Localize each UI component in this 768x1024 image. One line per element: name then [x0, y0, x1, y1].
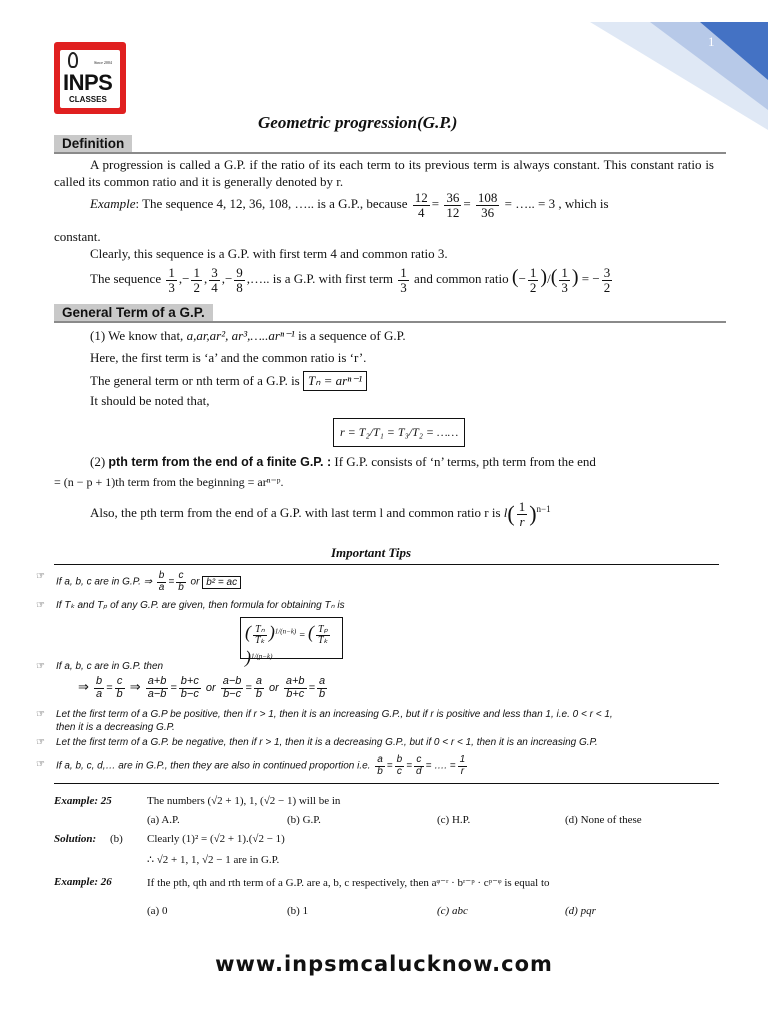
section-rule	[54, 152, 726, 154]
sequence-line: The sequence $\frac{1}{3}$ ,− $\frac{1}{2}$ , $\frac{3}{4}$ ,− $\frac{9}{8}$ ,….. is a G.P. with first term $\frac{1}{3}$ and common ratio (− $\frac{1}{2}$ )/( $\frac{1}{3}$ ) = − $\frac{3}{2}$	[90, 265, 611, 295]
example-26-option-d: (d) pqr	[565, 905, 596, 917]
general-term-formula: Tₙ = arⁿ⁻¹	[303, 371, 367, 391]
example-25-option-b: (b) G.P.	[287, 814, 321, 826]
example-25-question: The numbers (√2 + 1), 1, (√2 − 1) will be in	[147, 795, 341, 807]
pointing-hand-icon: ☞	[36, 661, 45, 672]
pointing-hand-icon: ☞	[36, 709, 45, 720]
ratio-formula: r = T₂/T₁ = T₃/T₂ = ……	[333, 418, 465, 447]
general-term-heading: General Term of a G.P.	[54, 304, 213, 321]
example-26-option-c: (c) abc	[437, 905, 468, 917]
footer-url[interactable]: www.inpsmcalucknow.com	[215, 952, 553, 976]
solution-answer: (b)	[110, 833, 123, 845]
general-line-2: Here, the first term is ‘a’ and the common ratio is ‘r’.	[90, 350, 367, 365]
corner-decoration	[590, 0, 768, 130]
example-26-question: If the pth, qth and rth term of a G.P. are a, b, c respectively, then aᵠ⁻ʳ · bʳ⁻ᵖ · cᵖ⁻ᵠ is equal to	[147, 877, 550, 889]
tip-6: ☞ If a, b, c, d,… are in G.P., then they are also in continued proportion i.e. $\frac{a}{b}$ = $\frac{b}{c}$ = $\frac{c}{d}$ = …. = $\frac{1}{r}$	[36, 754, 466, 777]
pth-term-paragraph: (2) pth term from the end of a finite G.P. : If G.P. consists of ‘n’ terms, pth term from the end = (n − p + 1)th term from the beginning = arⁿ⁻ᵖ.	[54, 454, 596, 489]
pointing-hand-icon: ☞	[36, 571, 45, 582]
logo-flame-icon	[68, 52, 78, 68]
general-line-3: The general term or nth term of a G.P. is Tₙ = arⁿ⁻¹	[90, 371, 367, 391]
tip-3: ☞ If a, b, c are in G.P. then	[36, 661, 164, 672]
logo-tag: Since 2004	[94, 60, 112, 65]
logo-subtitle: CLASSES	[69, 95, 107, 104]
example-25-option-a: (a) A.P.	[147, 814, 180, 826]
pth-term-last: Also, the pth term from the end of a G.P. with last term l and common ratio r is l( $\frac{1}{r}$ )$^{n-1}$	[90, 499, 551, 529]
definition-heading: Definition	[54, 135, 132, 152]
solution-line-2: ∴ √2 + 1, 1, √2 − 1 are in G.P.	[147, 854, 280, 866]
example-line: Example: The sequence 4, 12, 36, 108, ….. is a G.P., because $\frac{12}{4}$ = $\frac{36}{12}$ = $\frac{108}{36}$ = ….. = 3 , which is	[90, 190, 609, 220]
tips-heading: Important Tips	[331, 545, 412, 560]
constant-text: constant.	[54, 229, 101, 244]
clearly-text: Clearly, this sequence is a G.P. with first term 4 and common ratio 3.	[90, 246, 448, 261]
example-26-option-b: (b) 1	[287, 905, 309, 917]
section-rule	[54, 321, 726, 323]
tips-rule	[54, 564, 719, 565]
example-25-option-c: (c) H.P.	[437, 814, 471, 826]
logo	[54, 42, 126, 114]
tip-3-formula: ⇒ $\frac{b}{a}$ = $\frac{c}{b}$ ⇒ $\frac{a+b}{a-b}$ = $\frac{b+c}{b-c}$ or $\frac{a-b}{b-c}$ = $\frac{a}{b}$ or $\frac{a+b}{b+c}$ = $\frac{a}{b}$	[78, 675, 326, 700]
solution-line-1: Clearly (1)² = (√2 + 1).(√2 − 1)	[147, 833, 285, 845]
tip-5: ☞ Let the first term of a G.P. be negative, then if r > 1, then it is a decreasing G.P., but if 0 < r < 1, then it is an increasing G.P.	[36, 737, 598, 748]
tip-1: ☞ If a, b, c are in G.P. ⇒ $\frac{b}{a}$ = $\frac{c}{b}$ or b² = ac	[56, 571, 241, 593]
general-line-1: (1) We know that, a,ar,ar², ar³,…..arⁿ⁻¹ is a sequence of G.P.	[90, 328, 406, 343]
example-26-label: Example: 26	[54, 876, 112, 888]
page-title: Geometric progression(G.P.)	[258, 113, 458, 132]
tips-bottom-rule	[54, 783, 719, 784]
example-25-option-d: (d) None of these	[565, 814, 642, 826]
logo-title: INPS	[63, 70, 113, 95]
definition-text: A progression is called a G.P. if the ratio of its each term to its previous term is always constant. This constant ratio is called its common ratio and it is generally denoted by r.	[54, 157, 714, 189]
general-line-4: It should be noted that,	[90, 393, 210, 408]
tip-2: ☞ If Tₖ and Tₚ of any G.P. are given, then formula for obtaining Tₙ is	[36, 600, 345, 611]
page-number: 1	[708, 34, 715, 49]
pointing-hand-icon: ☞	[36, 600, 45, 611]
example-26-option-a: (a) 0	[147, 905, 168, 917]
pointing-hand-icon: ☞	[36, 737, 45, 748]
solution-label: Solution:	[54, 833, 97, 845]
example-25-label: Example: 25	[54, 795, 112, 807]
tip-4: ☞ Let the first term of a G.P be positive, then if r > 1, then it is an increasing G.P., but if r is positive and less than 1, i.e. 0 < r < 1, then it is a decreasing G.P.	[36, 709, 613, 733]
tn-formula: ( $\frac{\text{Tₙ}}{\text{Tₖ}}$ )$^{1/(n-k)}$ = ( $\frac{\text{Tₚ}}{\text{Tₖ}}$ )$^{1/(p-k)}$	[240, 617, 343, 659]
pointing-hand-icon: ☞	[36, 759, 45, 770]
